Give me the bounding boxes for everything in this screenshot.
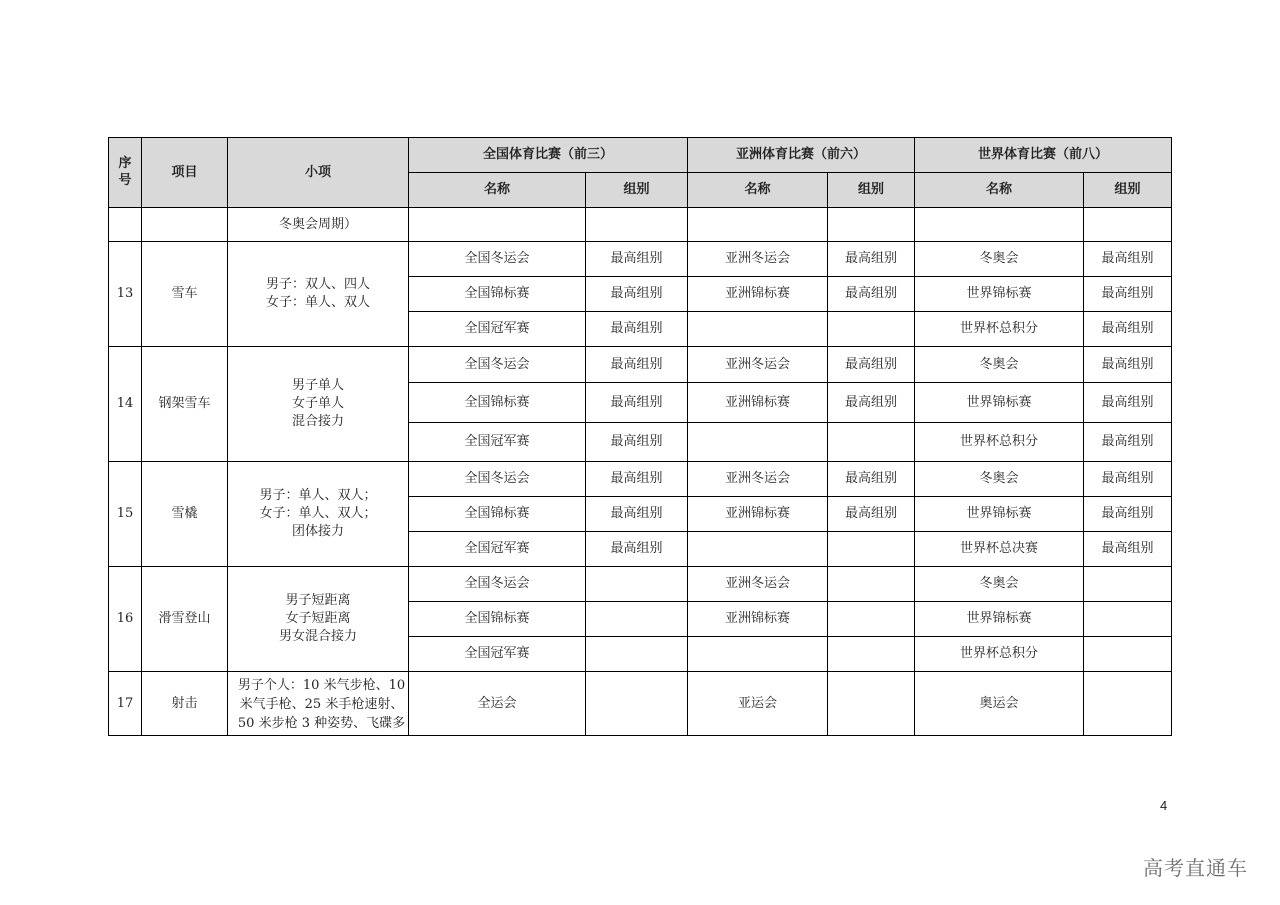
cell-world-group: 最高组别 xyxy=(1084,462,1172,497)
header-seq-label: 序 号 xyxy=(118,156,132,188)
cell-national-group: 最高组别 xyxy=(586,277,688,312)
header-sub-item: 小项 xyxy=(228,138,409,208)
cell-world-name: 世界杯总积分 xyxy=(915,637,1084,672)
cell-asian-group: 最高组别 xyxy=(828,462,915,497)
row-seq: 14 xyxy=(109,347,142,462)
cell-national-group xyxy=(586,672,688,736)
header-asian-group: 组别 xyxy=(828,173,915,208)
cell-asian-group xyxy=(828,637,915,672)
cell-world-group: 最高组别 xyxy=(1084,347,1172,383)
cell-world-name: 冬奥会 xyxy=(915,242,1084,277)
table-row xyxy=(109,672,1172,736)
cell-asian-group xyxy=(828,423,915,462)
continuation-cell xyxy=(828,208,915,242)
cell-asian-name: 亚洲锦标赛 xyxy=(688,497,828,532)
cell-world-name: 冬奥会 xyxy=(915,567,1084,602)
cell-national-group: 最高组别 xyxy=(586,383,688,423)
cell-world-group: 最高组别 xyxy=(1084,532,1172,567)
page-number: 4 xyxy=(1160,798,1168,813)
cell-asian-name xyxy=(688,637,828,672)
table-row xyxy=(109,242,1172,277)
cell-asian-name: 亚洲冬运会 xyxy=(688,347,828,383)
table-body xyxy=(109,208,1172,736)
row-sub-item: 男子个人：10 米气步枪、10 米气手枪、25 米手枪速射、 50 米步枪 3 种姿势、飞碟多 xyxy=(228,672,409,736)
header-world-name: 名称 xyxy=(915,173,1084,208)
cell-national-name: 全国冠军赛 xyxy=(409,637,586,672)
cell-asian-name: 亚运会 xyxy=(688,672,828,736)
cell-national-name: 全运会 xyxy=(409,672,586,736)
cell-national-group xyxy=(586,637,688,672)
cell-asian-group xyxy=(828,602,915,637)
cell-world-group xyxy=(1084,602,1172,637)
header-asian: 亚洲体育比赛（前六） xyxy=(688,138,915,173)
cell-world-name: 冬奥会 xyxy=(915,462,1084,497)
cell-asian-name: 亚洲锦标赛 xyxy=(688,277,828,312)
cell-asian-group: 最高组别 xyxy=(828,383,915,423)
table-row xyxy=(109,347,1172,383)
row-sub-item: 男子短距离 女子短距离 男女混合接力 xyxy=(228,567,409,672)
cell-world-name: 世界锦标赛 xyxy=(915,497,1084,532)
cell-asian-name xyxy=(688,423,828,462)
cell-world-group xyxy=(1084,567,1172,602)
cell-national-name: 全国冬运会 xyxy=(409,347,586,383)
continuation-cell xyxy=(409,208,586,242)
cell-asian-group xyxy=(828,672,915,736)
header-national-name: 名称 xyxy=(409,173,586,208)
row-project: 雪橇 xyxy=(142,462,228,567)
header-national-group: 组别 xyxy=(586,173,688,208)
cell-asian-group: 最高组别 xyxy=(828,497,915,532)
cell-asian-group xyxy=(828,312,915,347)
row-project: 钢架雪车 xyxy=(142,347,228,462)
cell-national-group xyxy=(586,567,688,602)
header-national: 全国体育比赛（前三） xyxy=(409,138,688,173)
cell-national-group: 最高组别 xyxy=(586,532,688,567)
cell-national-name: 全国锦标赛 xyxy=(409,497,586,532)
cell-national-group: 最高组别 xyxy=(586,497,688,532)
row-seq: 16 xyxy=(109,567,142,672)
cell-national-group: 最高组别 xyxy=(586,347,688,383)
cell-national-group: 最高组别 xyxy=(586,312,688,347)
cell-world-name: 世界杯总决赛 xyxy=(915,532,1084,567)
row-sub-item: 男子单人 女子单人 混合接力 xyxy=(228,347,409,462)
continuation-cell xyxy=(915,208,1084,242)
continuation-cell xyxy=(586,208,688,242)
cell-asian-name xyxy=(688,532,828,567)
row-project: 射击 xyxy=(142,672,228,736)
cell-world-name: 世界锦标赛 xyxy=(915,277,1084,312)
cell-world-group xyxy=(1084,637,1172,672)
cell-national-name: 全国冬运会 xyxy=(409,567,586,602)
continuation-cell xyxy=(1084,208,1172,242)
cell-world-name: 世界杯总积分 xyxy=(915,423,1084,462)
cell-national-name: 全国锦标赛 xyxy=(409,383,586,423)
cell-world-group: 最高组别 xyxy=(1084,277,1172,312)
header-asian-name: 名称 xyxy=(688,173,828,208)
header-seq xyxy=(109,138,142,208)
cell-national-name: 全国冬运会 xyxy=(409,242,586,277)
row-sub-item: 男子：单人、双人； 女子：单人、双人； 团体接力 xyxy=(228,462,409,567)
continuation-sub-item: 冬奥会周期） xyxy=(228,208,409,242)
cell-world-name: 世界锦标赛 xyxy=(915,602,1084,637)
cell-asian-group: 最高组别 xyxy=(828,347,915,383)
cell-national-name: 全国冠军赛 xyxy=(409,532,586,567)
continuation-cell xyxy=(688,208,828,242)
cell-world-group: 最高组别 xyxy=(1084,242,1172,277)
cell-asian-name: 亚洲冬运会 xyxy=(688,462,828,497)
sports-competition-table xyxy=(108,137,1172,736)
cell-world-group: 最高组别 xyxy=(1084,497,1172,532)
cell-world-group: 最高组别 xyxy=(1084,312,1172,347)
continuation-seq xyxy=(109,208,142,242)
cell-asian-name: 亚洲锦标赛 xyxy=(688,383,828,423)
cell-asian-name: 亚洲锦标赛 xyxy=(688,602,828,637)
header-world-group: 组别 xyxy=(1084,173,1172,208)
cell-national-group: 最高组别 xyxy=(586,462,688,497)
cell-national-name: 全国锦标赛 xyxy=(409,277,586,312)
continuation-project xyxy=(142,208,228,242)
cell-asian-name xyxy=(688,312,828,347)
cell-national-name: 全国冬运会 xyxy=(409,462,586,497)
continuation-row xyxy=(109,208,1172,242)
header-project: 项目 xyxy=(142,138,228,208)
cell-asian-name: 亚洲冬运会 xyxy=(688,242,828,277)
cell-national-group xyxy=(586,602,688,637)
cell-asian-group: 最高组别 xyxy=(828,277,915,312)
row-sub-item: 男子：双人、四人 女子：单人、双人 xyxy=(228,242,409,347)
cell-world-name: 冬奥会 xyxy=(915,347,1084,383)
cell-asian-group xyxy=(828,567,915,602)
row-seq: 15 xyxy=(109,462,142,567)
cell-national-name: 全国冠军赛 xyxy=(409,423,586,462)
cell-asian-group: 最高组别 xyxy=(828,242,915,277)
table-row xyxy=(109,567,1172,602)
cell-national-group: 最高组别 xyxy=(586,423,688,462)
cell-world-name: 奥运会 xyxy=(915,672,1084,736)
cell-world-name: 世界锦标赛 xyxy=(915,383,1084,423)
cell-asian-name: 亚洲冬运会 xyxy=(688,567,828,602)
table-row xyxy=(109,462,1172,497)
cell-national-name: 全国冠军赛 xyxy=(409,312,586,347)
cell-national-group: 最高组别 xyxy=(586,242,688,277)
header-row-1 xyxy=(109,138,1172,173)
cell-world-group: 最高组别 xyxy=(1084,383,1172,423)
row-seq: 17 xyxy=(109,672,142,736)
cell-asian-group xyxy=(828,532,915,567)
header-world: 世界体育比赛（前八） xyxy=(915,138,1172,173)
row-project: 滑雪登山 xyxy=(142,567,228,672)
cell-world-group: 最高组别 xyxy=(1084,423,1172,462)
cell-world-group xyxy=(1084,672,1172,736)
row-project: 雪车 xyxy=(142,242,228,347)
watermark: 高考直通车 xyxy=(1143,856,1248,880)
cell-national-name: 全国锦标赛 xyxy=(409,602,586,637)
cell-world-name: 世界杯总积分 xyxy=(915,312,1084,347)
row-seq: 13 xyxy=(109,242,142,347)
